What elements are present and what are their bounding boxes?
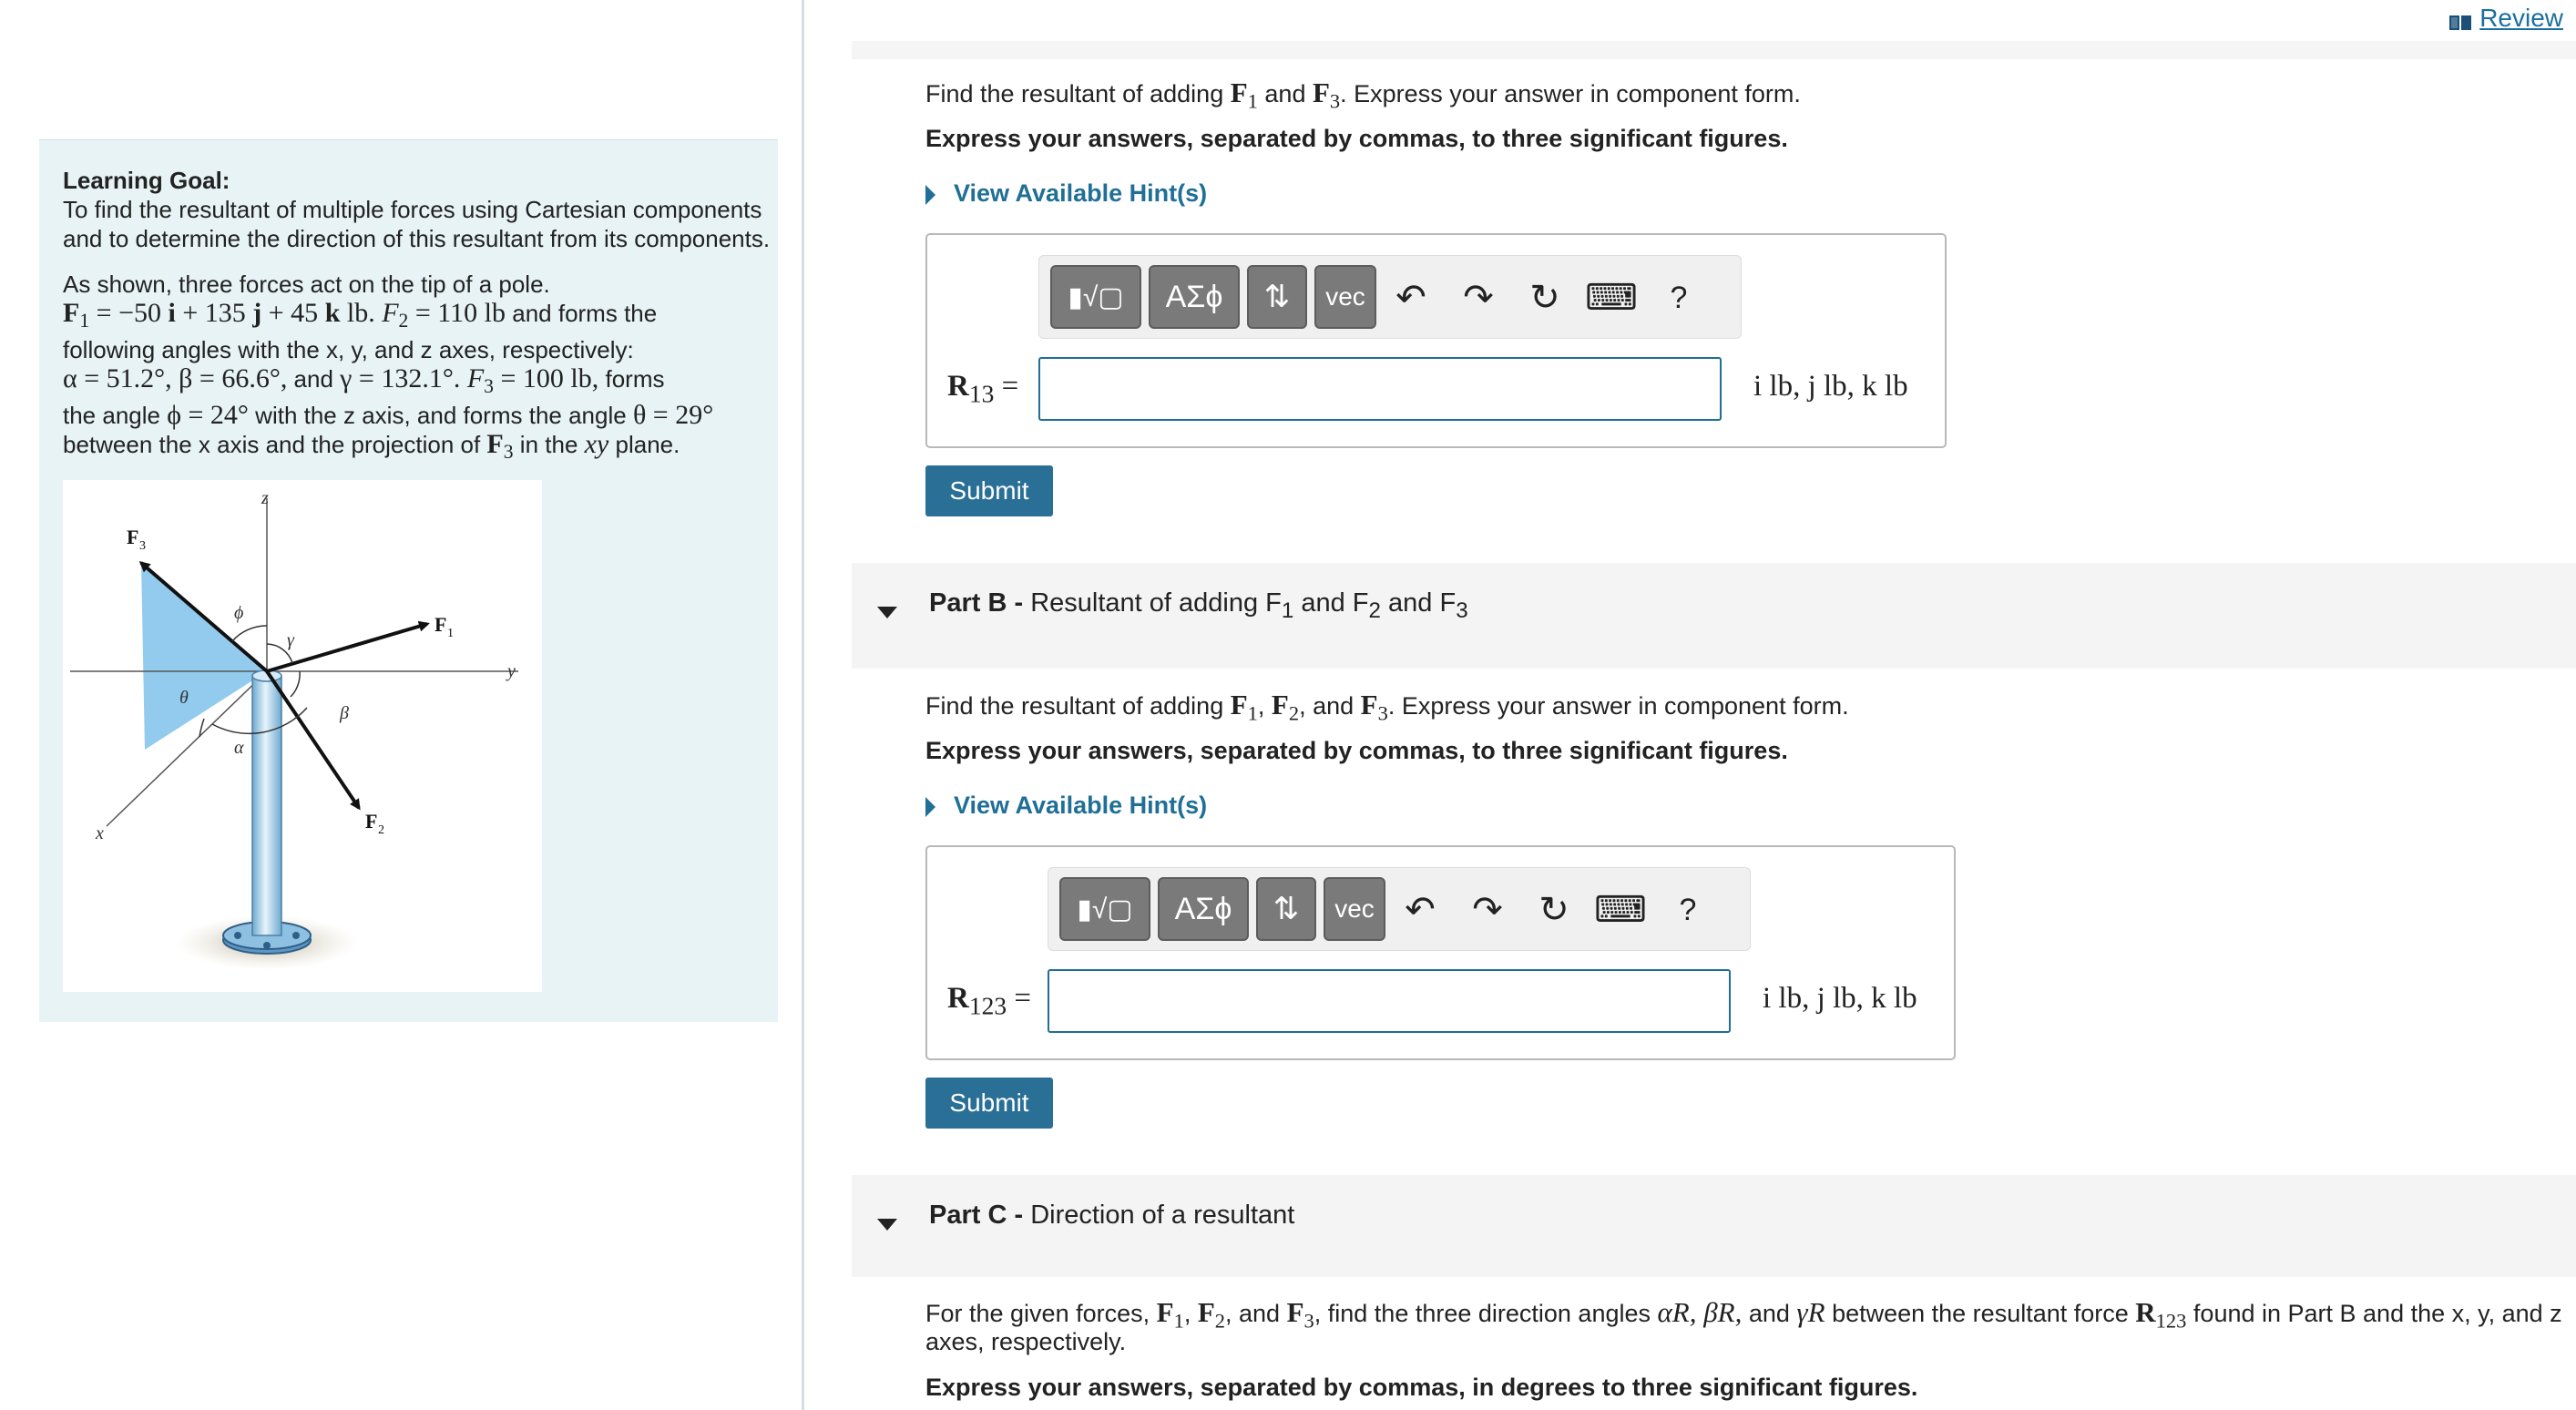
part-a-hint-toggle[interactable]: View Available Hint(s) [925,179,1207,208]
f2-label: F [365,810,378,833]
problem-line-angles: α = 51.2°, β = 66.6°, and γ = 132.1°. $F_3 = 100$ lb, forms [63,363,665,398]
part-b-answer-label: $R_{123}$ = [947,982,1031,1020]
alpha-label: α [234,738,244,758]
part-c-instruction: Express your answers, separated by commas, in degrees to three significant figures. [925,1374,1918,1401]
learning-goal-text [63,166,773,467]
keyboard-icon[interactable]: ⌨ [1594,890,1647,930]
part-b-units: i lb, j lb, k lb [1763,982,1917,1015]
f1-label: F [434,613,447,636]
x-axis-label: x [96,823,104,843]
pane-divider[interactable] [802,0,804,1410]
f3-label-sub: 3 [139,539,146,553]
phi-label: ϕ [234,603,244,623]
part-c-title: Part C - Direction of a resultant [929,1201,1295,1230]
part-b-hint-toggle[interactable]: View Available Hint(s) [925,792,1207,820]
collapse-caret-icon [877,1219,897,1231]
templates-button[interactable]: ▮√▢ [1059,877,1150,941]
greek-symbols-button[interactable]: ΑΣϕ [1158,877,1249,941]
learning-goal-heading: Learning Goal: [63,167,230,194]
learning-goal-description: To find the resultant of multiple forces using Cartesian components and to determine the direction of this resultant from its components. [63,196,771,252]
part-a-answer-label: $R_{13}$ = [947,370,1019,408]
part-b-answer-box [925,845,1956,1060]
beta-label: β [340,703,349,723]
phi-arc [232,626,267,641]
y-axis-label: y [507,661,516,681]
left-pane [0,0,802,1410]
part-a-math-toolbar [1038,255,1742,339]
part-b-title: Part B - Resultant of adding $F_1$ and $F_2$ and $F_3$ [929,588,1468,623]
part-b-instruction: Express your answers, separated by commas, to three significant figures. [925,737,1788,764]
beta-arc [291,671,300,697]
force-diagram-svg [63,480,542,992]
part-b-question: Find the resultant of adding $F_1$, $F_2$, and $F_3$. Express your answer in component form. [925,689,1849,725]
problem-line-projection: between the x axis and the projection of $F_3$ in the xy plane. [63,429,680,464]
problem-intro: As shown, three forces act on the tip of a pole. [63,271,550,298]
part-a-instruction: Express your answers, separated by commas, to three significant figures. [925,125,1788,152]
problem-line-angles-intro: following angles with the x, y, and z axes, respectively: [63,336,634,364]
review-label: Review [2479,4,2563,32]
force-diagram-figure [63,480,542,992]
part-c-header[interactable] [852,1175,2576,1277]
vector-button[interactable]: vec [1324,877,1385,941]
part-c-question: For the given forces, $F_1$, $F_2$, and $F_3$, find the three direction angles αR, βR, and γR between the resultant force $R_{123}$ found in Part B and the x, y, and z [925,1296,2562,1333]
help-icon[interactable]: ? [1670,280,1688,315]
templates-button[interactable]: ▮√▢ [1050,265,1141,329]
undo-icon[interactable]: ↶ [1405,890,1436,930]
collapse-caret-icon [877,607,897,618]
learning-goal-panel [39,139,778,1022]
f2-label-sub: 2 [378,823,384,837]
problem-line-f1: $F_1 = -50$ i + 135 j + 45 k lb. $F_2 = 110$ lb and forms the [63,298,658,332]
part-b-submit-button[interactable]: Submit [925,1078,1053,1129]
part-a-question: Find the resultant of adding $F_1$ and $F_3$. Express your answer in component form. [925,77,1801,113]
reset-icon[interactable]: ↻ [1538,890,1569,930]
greek-symbols-button[interactable]: ΑΣϕ [1149,265,1240,329]
gamma-label: γ [287,630,294,650]
pole [252,676,281,935]
part-b-header[interactable] [852,563,2576,669]
reset-icon[interactable]: ↻ [1529,278,1560,318]
part-a-answer-box [925,233,1947,448]
part-c-question-line2: axes, respectively. [925,1328,1127,1355]
undo-icon[interactable]: ↶ [1395,278,1426,318]
help-icon[interactable]: ? [1679,892,1697,927]
f3-label: F [127,526,139,548]
part-a-answer-input[interactable] [1038,357,1722,421]
f1-label-sub: 1 [447,627,454,640]
right-pane [852,0,2576,1410]
z-axis-label: z [261,488,269,508]
subscript-superscript-button[interactable]: ⇅ [1247,265,1307,329]
subscript-superscript-button[interactable]: ⇅ [1256,877,1316,941]
part-b-math-toolbar [1048,867,1751,951]
part-a-units: i lb, j lb, k lb [1753,370,1908,403]
expand-triangle-icon [925,185,935,205]
problem-line-phi-theta: the angle ϕ = 24° with the z axis, and forms the angle θ = 29° [63,400,714,431]
redo-icon[interactable]: ↷ [1463,278,1494,318]
part-b-answer-input[interactable] [1048,969,1731,1033]
theta-label: θ [179,688,189,708]
keyboard-icon[interactable]: ⌨ [1585,278,1638,318]
vector-button[interactable]: vec [1314,265,1376,329]
part-a-submit-button[interactable]: Submit [925,465,1053,516]
redo-icon[interactable]: ↷ [1472,890,1503,930]
expand-triangle-icon [925,797,935,817]
part-a-header-band [852,41,2576,59]
